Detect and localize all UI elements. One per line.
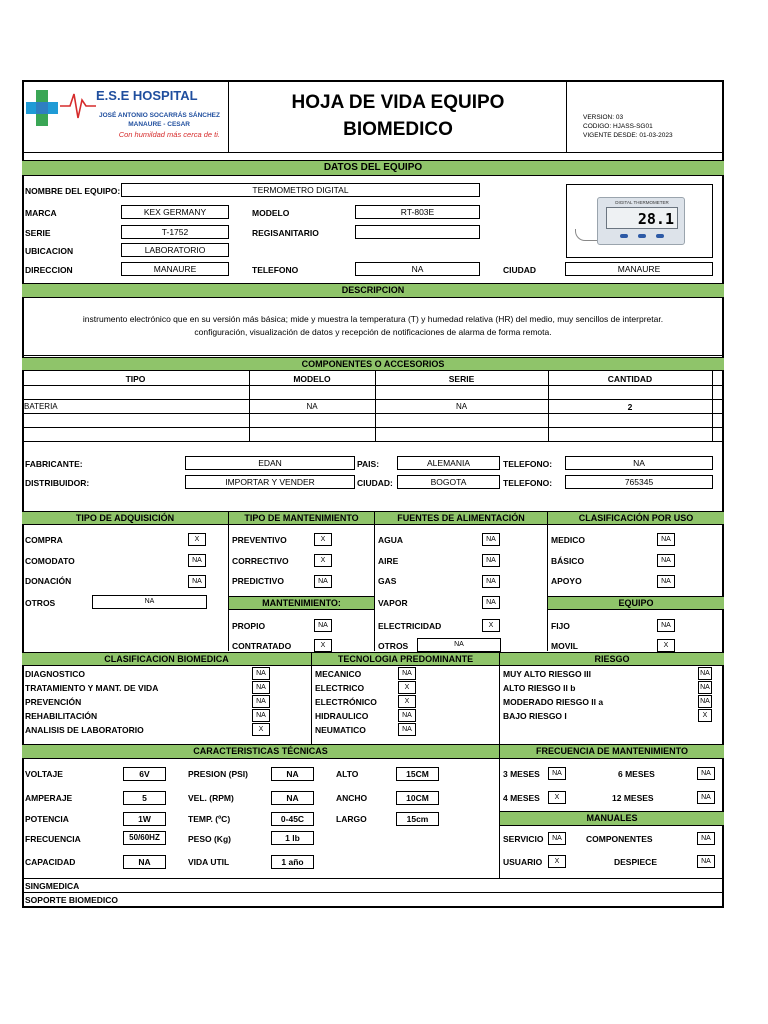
label-gas: GAS xyxy=(378,576,397,586)
field-largo[interactable]: 15cm xyxy=(396,812,439,826)
field-telefono-fabricante[interactable]: NA xyxy=(565,456,713,470)
label-registro-sanitario: REGISANITARIO xyxy=(252,228,319,238)
label-pais: PAIS: xyxy=(357,459,380,469)
descripcion-line1: instrumento electrónico que en su versión más básica; mide y muestra la temperatura (T) y humedad relativa (HR) del medio, muy sencillos de interpretar. xyxy=(82,314,664,324)
check-correctivo[interactable]: X xyxy=(314,554,332,567)
bio-divider-1 xyxy=(311,652,312,744)
check-contratado[interactable]: X xyxy=(314,639,332,652)
header-divider-right xyxy=(566,80,567,152)
label-comodato: COMODATO xyxy=(25,556,75,566)
label-frecuencia: FRECUENCIA xyxy=(25,834,81,844)
thermometer-body xyxy=(597,197,685,245)
check-basico[interactable]: NA xyxy=(657,554,675,567)
device-photo xyxy=(566,184,713,258)
label-componentes: COMPONENTES xyxy=(586,834,653,844)
check-electronico[interactable]: X xyxy=(398,695,416,708)
check-diagnostico[interactable]: NA xyxy=(252,667,270,680)
label-otros-fuentes: OTROS xyxy=(378,641,409,651)
descripcion-bottom-line xyxy=(22,355,724,356)
field-voltaje[interactable]: 6V xyxy=(123,767,166,781)
check-neumatico[interactable]: NA xyxy=(398,723,416,736)
label-ancho: ANCHO xyxy=(336,793,368,803)
field-pais[interactable]: ALEMANIA xyxy=(397,456,500,470)
field-ancho[interactable]: 10CM xyxy=(396,791,439,805)
comp-header-tipo: TIPO xyxy=(125,374,146,384)
label-movil: MOVIL xyxy=(551,641,578,651)
field-otros-adquisicion[interactable]: NA xyxy=(92,595,207,609)
section-fuentes-alimentacion: FUENTES DE ALIMENTACIÓN xyxy=(375,511,547,525)
thermometer-button-3 xyxy=(656,234,664,238)
check-agua[interactable]: NA xyxy=(482,533,500,546)
check-medico[interactable]: NA xyxy=(657,533,675,546)
label-fabricante: FABRICANTE: xyxy=(25,459,83,469)
comp-header-cantidad: CANTIDAD xyxy=(607,374,653,384)
label-otros-adquisicion: OTROS xyxy=(25,598,56,608)
field-potencia[interactable]: 1W xyxy=(123,812,166,826)
check-mecanico[interactable]: NA xyxy=(398,667,416,680)
label-direccion: DIRECCION xyxy=(25,265,73,275)
label-12-meses: 12 MESES xyxy=(612,793,654,803)
comp-header-modelo: MODELO xyxy=(293,374,331,384)
label-marca: MARCA xyxy=(25,208,57,218)
check-alto-riesgo[interactable]: NA xyxy=(698,681,712,694)
label-electronico: ELECTRÓNICO xyxy=(315,697,377,707)
class-divider-2 xyxy=(374,511,375,651)
label-ubicacion: UBICACION xyxy=(25,246,74,256)
check-aire[interactable]: NA xyxy=(482,554,500,567)
label-electricidad: ELECTRICIDAD xyxy=(378,621,442,631)
field-frecuencia[interactable]: 50/60HZ xyxy=(123,831,166,845)
field-fabricante[interactable]: EDAN xyxy=(185,456,355,470)
label-diagnostico: DIAGNOSTICO xyxy=(25,669,85,679)
check-electrico[interactable]: X xyxy=(398,681,416,694)
field-serie[interactable]: T-1752 xyxy=(121,225,229,239)
field-peso[interactable]: 1 lb xyxy=(271,831,314,845)
check-fijo[interactable]: NA xyxy=(657,619,675,632)
label-correctivo: CORRECTIVO xyxy=(232,556,289,566)
check-servicio[interactable]: NA xyxy=(548,832,566,845)
check-12-meses[interactable]: NA xyxy=(697,791,715,804)
label-fijo: FIJO xyxy=(551,621,570,631)
label-compra: COMPRA xyxy=(25,535,63,545)
field-temperatura[interactable]: 0-45C xyxy=(271,812,314,826)
label-6-meses: 6 MESES xyxy=(618,769,655,779)
check-apoyo[interactable]: NA xyxy=(657,575,675,588)
label-propio: PROPIO xyxy=(232,621,266,631)
label-telefono-distribuidor: TELEFONO: xyxy=(503,478,553,488)
label-alto: ALTO xyxy=(336,769,359,779)
section-caracteristicas-tecnicas: CARACTERISTICAS TÉCNICAS xyxy=(22,744,499,759)
comp-row-line-3 xyxy=(22,413,724,414)
check-predictivo[interactable]: NA xyxy=(314,575,332,588)
check-muy-alto-riesgo[interactable]: NA xyxy=(698,667,712,680)
label-potencia: POTENCIA xyxy=(25,814,69,824)
label-servicio: SERVICIO xyxy=(503,834,544,844)
label-donacion: DONACIÓN xyxy=(25,576,72,586)
check-comodato[interactable]: NA xyxy=(188,554,206,567)
section-clasificacion-uso: CLASIFICACIÓN POR USO xyxy=(548,511,724,525)
section-mantenimiento-sub: MANTENIMIENTO: xyxy=(229,596,374,610)
hospital-slogan: Con humildad más cerca de ti. xyxy=(118,130,220,139)
check-gas[interactable]: NA xyxy=(482,575,500,588)
field-capacidad[interactable]: NA xyxy=(123,855,166,869)
field-amperaje[interactable]: 5 xyxy=(123,791,166,805)
label-distribuidor: DISTRIBUIDOR: xyxy=(25,478,90,488)
field-registro-sanitario[interactable] xyxy=(355,225,480,239)
field-vida-util[interactable]: 1 año xyxy=(271,855,314,869)
field-velocidad[interactable]: NA xyxy=(271,791,314,805)
check-usuario[interactable]: X xyxy=(548,855,566,868)
hospital-person: JOSÉ ANTONIO SOCARRÁS SÁNCHEZ xyxy=(99,112,220,119)
check-prevencion[interactable]: NA xyxy=(252,695,270,708)
check-6-meses[interactable]: NA xyxy=(697,767,715,780)
section-tecnologia: TECNOLOGIA PREDOMINANTE xyxy=(312,652,499,666)
thermometer-brand: DIGITAL THERMOMETER xyxy=(615,200,669,205)
comp-cell-tipo: BATERIA xyxy=(24,402,58,411)
doc-code: CODIGO: HJASS-SG01 xyxy=(583,123,653,130)
label-ciudad-distribuidor: CIUDAD: xyxy=(357,478,393,488)
field-telefono[interactable]: NA xyxy=(355,262,480,276)
comp-row-line-2 xyxy=(22,399,724,400)
label-preventivo: PREVENTIVO xyxy=(232,535,287,545)
section-datos-equipo: DATOS DEL EQUIPO xyxy=(22,160,724,176)
label-alto-riesgo: ALTO RIESGO II b xyxy=(503,683,576,693)
label-largo: LARGO xyxy=(336,814,367,824)
descripcion-line2: configuración, visualización de datos y recepción de notificaciones de alarma de forma remota. xyxy=(194,327,552,337)
check-despiece[interactable]: NA xyxy=(697,855,715,868)
field-otros-fuentes[interactable]: NA xyxy=(417,638,501,652)
comp-header-serie: SERIE xyxy=(448,374,475,384)
footer-line-1 xyxy=(22,878,724,879)
check-donacion[interactable]: NA xyxy=(188,575,206,588)
check-propio[interactable]: NA xyxy=(314,619,332,632)
comp-col-divider-4 xyxy=(712,371,713,441)
label-vapor: VAPOR xyxy=(378,598,408,608)
field-ubicacion[interactable]: LABORATORIO xyxy=(121,243,229,257)
label-vida-util: VIDA UTIL xyxy=(188,857,230,867)
field-alto[interactable]: 15CM xyxy=(396,767,439,781)
bio-divider-2 xyxy=(499,652,500,744)
label-singmedica: SINGMEDICA xyxy=(25,881,80,891)
label-prevencion: PREVENCIÓN xyxy=(25,697,82,707)
field-ciudad[interactable]: MANAURE xyxy=(565,262,713,276)
label-presion: PRESION (PSI) xyxy=(188,769,248,779)
check-tratamiento[interactable]: NA xyxy=(252,681,270,694)
label-modelo: MODELO xyxy=(252,208,290,218)
doc-version: VERSION: 03 xyxy=(583,114,624,121)
header-bottom-line xyxy=(22,152,724,153)
hospital-name: E.S.E HOSPITAL xyxy=(96,88,198,103)
section-tipo-mantenimiento: TIPO DE MANTENIMIENTO xyxy=(229,511,374,525)
label-ciudad: CIUDAD xyxy=(503,265,537,275)
label-usuario: USUARIO xyxy=(503,857,543,867)
field-marca[interactable]: KEX GERMANY xyxy=(121,205,229,219)
page-title-line1: HOJA DE VIDA EQUIPO xyxy=(291,92,505,113)
check-electricidad[interactable]: X xyxy=(482,619,500,632)
label-apoyo: APOYO xyxy=(551,576,582,586)
check-componentes[interactable]: NA xyxy=(697,832,715,845)
check-rehabilitacion[interactable]: NA xyxy=(252,709,270,722)
section-riesgo: RIESGO xyxy=(500,652,724,666)
label-analisis-laboratorio: ANALISIS DE LABORATORIO xyxy=(25,725,144,735)
check-bajo-riesgo[interactable]: X xyxy=(698,709,712,722)
label-voltaje: VOLTAJE xyxy=(25,769,63,779)
label-despiece: DESPIECE xyxy=(614,857,657,867)
field-modelo[interactable]: RT-803E xyxy=(355,205,480,219)
footer-line-2 xyxy=(22,892,724,893)
check-moderado-riesgo[interactable]: NA xyxy=(698,695,712,708)
check-preventivo[interactable]: X xyxy=(314,533,332,546)
section-tipo-adquisicion: TIPO DE ADQUISICIÓN xyxy=(22,511,228,525)
field-nombre-equipo[interactable]: TERMOMETRO DIGITAL xyxy=(121,183,480,197)
check-compra[interactable]: X xyxy=(188,533,206,546)
label-basico: BÁSICO xyxy=(551,556,585,566)
label-nombre-equipo: NOMBRE DEL EQUIPO: xyxy=(25,186,121,196)
label-electrico: ELECTRICO xyxy=(315,683,365,693)
label-medico: MEDICO xyxy=(551,535,585,545)
field-telefono-distribuidor[interactable]: 765345 xyxy=(565,475,713,489)
field-presion[interactable]: NA xyxy=(271,767,314,781)
section-clasificacion-biomedica: CLASIFICACION BIOMEDICA xyxy=(22,652,311,666)
label-predictivo: PREDICTIVO xyxy=(232,576,284,586)
hospital-logo xyxy=(26,86,224,148)
check-3-meses[interactable]: NA xyxy=(548,767,566,780)
check-vapor[interactable]: NA xyxy=(482,596,500,609)
label-hidraulico: HIDRAULICO xyxy=(315,711,369,721)
comp-cell-modelo: NA xyxy=(306,402,318,411)
label-moderado-riesgo: MODERADO RIESGO II a xyxy=(503,697,604,707)
comp-row-line-4 xyxy=(22,427,724,428)
check-analisis-laboratorio[interactable]: X xyxy=(252,723,270,736)
label-serie: SERIE xyxy=(25,228,51,238)
label-tratamiento: TRATAMIENTO Y MANT. DE VIDA xyxy=(25,683,159,693)
section-manuales: MANUALES xyxy=(500,811,724,826)
check-hidraulico[interactable]: NA xyxy=(398,709,416,722)
label-rehabilitacion: REHABILITACIÓN xyxy=(25,711,98,721)
label-telefono-fabricante: TELEFONO: xyxy=(503,459,553,469)
check-movil[interactable]: X xyxy=(657,639,675,652)
label-neumatico: NEUMATICO xyxy=(315,725,366,735)
comp-cell-serie: NA xyxy=(455,402,468,411)
class-divider-3 xyxy=(547,511,548,651)
label-4-meses: 4 MESES xyxy=(503,793,540,803)
check-4-meses[interactable]: X xyxy=(548,791,566,804)
label-amperaje: AMPERAJE xyxy=(25,793,73,803)
field-direccion[interactable]: MANAURE xyxy=(121,262,229,276)
label-capacidad: CAPACIDAD xyxy=(25,857,76,867)
label-muy-alto-riesgo: MUY ALTO RIESGO III xyxy=(503,669,592,679)
thermometer-button-1 xyxy=(620,234,628,238)
field-distribuidor[interactable]: IMPORTAR Y VENDER xyxy=(185,475,355,489)
thermometer-probe-cable xyxy=(575,229,597,241)
class-divider-1 xyxy=(228,511,229,651)
label-3-meses: 3 MESES xyxy=(503,769,540,779)
label-mecanico: MECANICO xyxy=(315,669,362,679)
section-equipo: EQUIPO xyxy=(548,596,724,610)
section-componentes: COMPONENTES O ACCESORIOS xyxy=(22,357,724,371)
label-velocidad: VEL. (RPM) xyxy=(188,793,234,803)
comp-row-line-1 xyxy=(22,385,724,386)
section-descripcion: DESCRIPCION xyxy=(22,283,724,298)
hospital-city: MANAURE - CESAR xyxy=(128,121,190,128)
doc-valid-from: VIGENTE DESDE: 01-03-2023 xyxy=(583,132,673,139)
page-title-line2: BIOMEDICO xyxy=(343,119,453,140)
header-divider-left xyxy=(228,80,229,152)
label-agua: AGUA xyxy=(378,535,404,545)
section-frecuencia-mantenimiento: FRECUENCIA DE MANTENIMIENTO xyxy=(500,744,724,759)
label-telefono: TELEFONO xyxy=(252,265,299,275)
thermometer-display: 28.1 xyxy=(606,207,678,229)
thermometer-button-2 xyxy=(638,234,646,238)
label-soporte-biomedico: SOPORTE BIOMEDICO xyxy=(25,895,119,905)
field-ciudad-distribuidor[interactable]: BOGOTA xyxy=(397,475,500,489)
label-bajo-riesgo: BAJO RIESGO I xyxy=(503,711,567,721)
comp-row-line-5 xyxy=(22,441,724,442)
label-contratado: CONTRATADO xyxy=(232,641,292,651)
label-peso: PESO (Kg) xyxy=(188,834,231,844)
label-aire: AIRE xyxy=(378,556,399,566)
label-temperatura: TEMP. (ºC) xyxy=(188,814,231,824)
comp-cell-cantidad: 2 xyxy=(627,402,633,412)
